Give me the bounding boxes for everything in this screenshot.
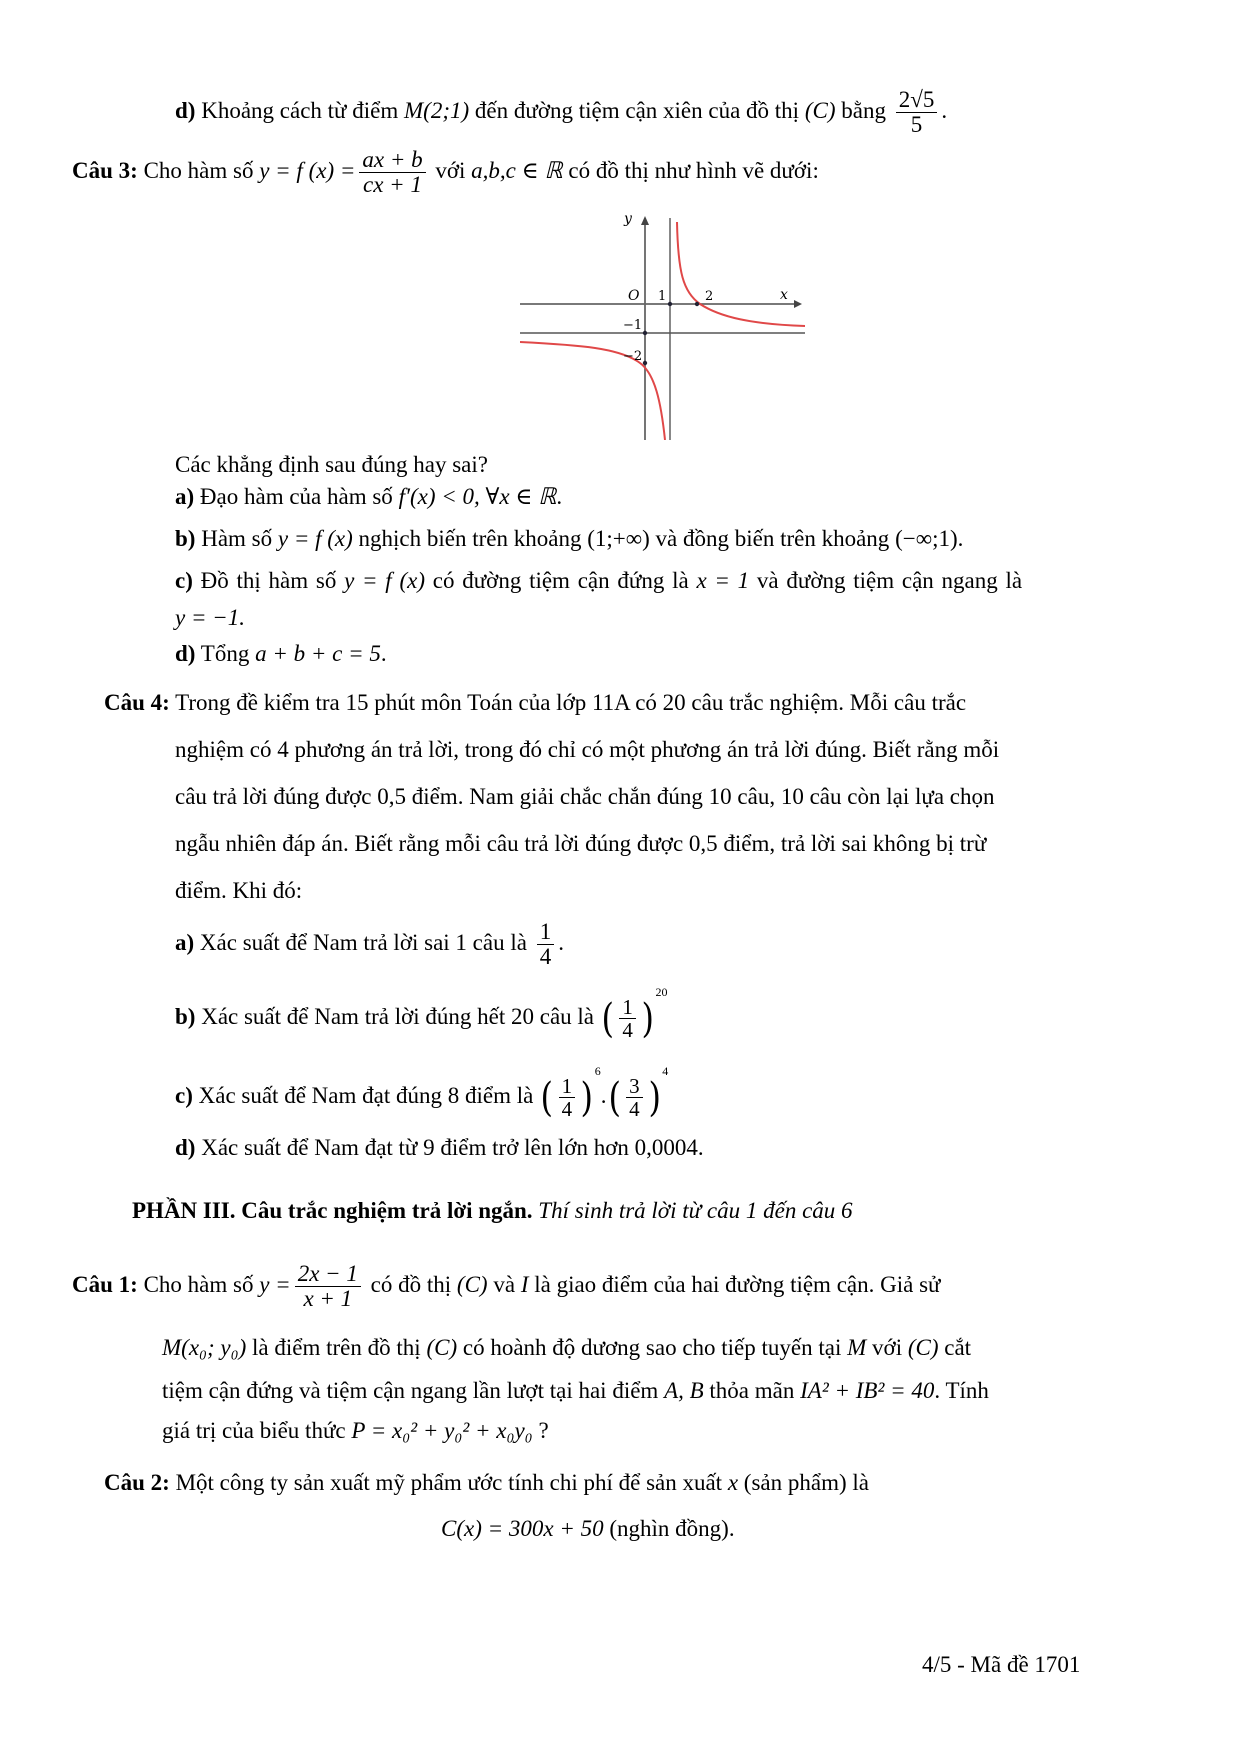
text: . Tính (934, 1378, 989, 1403)
numerator: 1 (537, 920, 555, 945)
denominator: 4 (629, 1097, 640, 1122)
text: và đồng biến trên khoảng (649, 526, 896, 551)
cau4-c (175, 1065, 668, 1121)
math: (1;+∞) (587, 526, 650, 551)
fraction (559, 1075, 576, 1120)
text: và (487, 1271, 521, 1297)
math: (C) (804, 97, 836, 123)
numerator: 1 (619, 996, 636, 1019)
paren: ( (540, 1074, 554, 1121)
item-label: d) (175, 641, 196, 666)
numerator: 2√5 (896, 88, 938, 113)
math: (C) (907, 1335, 939, 1360)
paren: ) (648, 1074, 661, 1121)
item-label: a) (175, 929, 195, 955)
curve-right-branch (677, 222, 805, 326)
function-graph (520, 212, 810, 440)
math: A, B (664, 1378, 704, 1403)
y-axis-label: y (624, 212, 632, 227)
math: IA² + IB² = 40 (800, 1378, 935, 1403)
fraction (619, 996, 636, 1041)
text: đến đường tiệm cận xiên của đồ thị (469, 97, 805, 123)
paren: ) (580, 1074, 594, 1121)
section-instruction: Thí sinh trả lời từ câu 1 đến câu 6 (532, 1198, 853, 1223)
numerator: 1 (559, 1075, 576, 1098)
text: . (556, 484, 563, 509)
numerator: ax + b (359, 148, 425, 173)
math: y = f (x) (344, 568, 425, 593)
text: tiệm cận đứng và tiệm cận ngang lần lượt tại hai điểm (162, 1378, 665, 1403)
math: a + b + c = 5 (255, 641, 381, 666)
text: thỏa mãn (703, 1378, 801, 1403)
question-label: Câu 4: (104, 690, 170, 715)
item-label: c) (175, 1083, 193, 1108)
cau3-stem (72, 148, 819, 197)
p3-cau1-line4 (162, 1418, 549, 1444)
text: là điểm trên đồ thị (246, 1335, 427, 1360)
question-label: Câu 2: (104, 1470, 170, 1495)
math: M(2;1) (404, 97, 470, 123)
text: Trong đề kiểm tra 15 phút môn Toán của lớp 11A có 20 câu trắc nghiệm. Mỗi câu trắc (169, 690, 967, 715)
text: Hàm số (195, 526, 278, 551)
text: giá trị của biểu thức (162, 1418, 352, 1443)
origin-label: O (628, 288, 640, 304)
math: y = f (x) (277, 526, 353, 551)
item-label: d) (175, 97, 196, 123)
math: x = 1 (696, 568, 750, 593)
fraction (896, 88, 938, 137)
text: Một công ty sản xuất mỹ phẩm ước tính chi phí để sản xuất (169, 1470, 728, 1495)
denominator: 4 (622, 1018, 633, 1043)
cau3-question: Các khẳng định sau đúng hay sai? (175, 452, 488, 477)
cau4-line2: nghiệm có 4 phương án trả lời, trong đó chỉ có một phương án trả lời đúng. Biết rằng mỗi (175, 737, 1000, 762)
tick-label: 2 (705, 289, 714, 304)
numerator: 3 (626, 1075, 643, 1098)
text: ? (532, 1418, 549, 1443)
text: Xác suất để Nam trả lời sai 1 câu là (194, 929, 533, 955)
math: M (847, 1335, 867, 1360)
cau4-d (175, 1135, 704, 1161)
text: Xác suất để Nam đạt từ 9 điểm trở lên lớn hơn 0,0004. (195, 1135, 704, 1160)
fraction (295, 1262, 361, 1311)
cau4-line1 (104, 690, 966, 716)
text: . (380, 641, 387, 666)
math: (C) (456, 1271, 488, 1297)
cau3-c-line2: y = −1. (175, 605, 245, 630)
paren: ( (608, 1074, 621, 1121)
math: x (727, 1470, 739, 1495)
denominator: cx + 1 (363, 172, 422, 198)
text: . (600, 1083, 607, 1108)
math: I (520, 1271, 529, 1297)
item-label: c) (175, 568, 193, 593)
math: (−∞;1) (895, 526, 958, 551)
math: C(x) = 300x + 50 (441, 1516, 604, 1541)
text: và đường tiệm cận ngang là (749, 568, 1023, 593)
cau3-b (175, 526, 963, 552)
tick-label: −2 (623, 349, 643, 364)
exponent: 20 (655, 985, 668, 999)
point (643, 331, 647, 335)
paren: ) (641, 995, 654, 1042)
x-axis-arrow (794, 300, 802, 308)
p3-cau2-formula (441, 1516, 735, 1542)
point (643, 361, 647, 365)
text: bằng (835, 97, 892, 123)
cau3-a (175, 484, 562, 510)
fraction (537, 920, 555, 969)
text: có đồ thị như hình vẽ dưới: (562, 157, 819, 183)
text: Xác suất để Nam trả lời đúng hết 20 câu là (195, 1004, 600, 1029)
text: . (941, 97, 948, 123)
question-label: Câu 3: (72, 157, 138, 183)
denominator: 4 (539, 944, 552, 970)
exponent: 6 (594, 1064, 601, 1078)
text: có đồ thị (364, 1271, 457, 1297)
cau4-line4: ngẫu nhiên đáp án. Biết rằng mỗi câu trả lời đúng được 0,5 điểm, trả lời sai không bị trừ (175, 831, 987, 856)
p3-cau2-line1 (104, 1470, 869, 1496)
tick-label: 1 (658, 289, 667, 304)
p3-cau1-line1 (72, 1262, 941, 1311)
section-heading (132, 1198, 853, 1224)
text: (sản phẩm) là (738, 1470, 869, 1495)
denominator: 5 (910, 112, 923, 138)
item-label: d) (175, 1135, 196, 1160)
denominator: 4 (561, 1097, 573, 1122)
y-axis-arrow (641, 216, 649, 225)
text: nghịch biến trên khoảng (352, 526, 588, 551)
tick-label: −1 (623, 318, 643, 333)
cau4-line5: điểm. Khi đó: (175, 878, 303, 903)
section-title: PHẦN III. Câu trắc nghiệm trả lời ngắn. (132, 1198, 533, 1223)
cau3-d (175, 641, 387, 667)
fraction (359, 148, 425, 197)
page-footer: 4/5 - Mã đề 1701 (922, 1652, 1081, 1677)
numerator: 2x − 1 (295, 1262, 361, 1287)
exponent: 4 (662, 1064, 669, 1078)
p3-cau1-line3 (162, 1378, 989, 1404)
item-label: b) (175, 526, 196, 551)
math: (C) (426, 1335, 458, 1360)
p3-cau1-line2 (162, 1335, 971, 1361)
cau4-b (175, 986, 667, 1042)
text: với (866, 1335, 908, 1360)
text: với (429, 157, 472, 183)
text: . (558, 929, 564, 955)
point (668, 302, 672, 306)
text: cắt (938, 1335, 972, 1360)
fraction (626, 1075, 643, 1120)
text: có đường tiệm cận đứng là (424, 568, 697, 593)
text: Cho hàm số (137, 157, 260, 183)
text: Tổng (195, 641, 256, 666)
math: M(x₀; y₀) (162, 1335, 247, 1360)
text: Xác suất để Nam đạt đúng 8 điểm là (192, 1083, 540, 1108)
math: P = x₀² + y₀² + x₀y₀ (351, 1418, 533, 1443)
text: Cho hàm số (137, 1271, 260, 1297)
text: . (957, 526, 964, 551)
math: f′(x) < 0, ∀x ∈ ℝ (398, 484, 557, 509)
cau4-a (175, 920, 564, 969)
text: Khoảng cách từ điểm (195, 97, 404, 123)
point (695, 302, 699, 306)
item-label: b) (175, 1004, 196, 1029)
denominator: x + 1 (303, 1286, 353, 1312)
text: Đồ thị hàm số (192, 568, 345, 593)
cau3-c (175, 568, 1022, 594)
cau2-d-line (175, 88, 947, 137)
question-label: Câu 1: (72, 1271, 138, 1297)
text: Đạo hàm của hàm số (194, 484, 399, 509)
math: a,b,c ∈ ℝ (471, 157, 563, 183)
cau4-line3: câu trả lời đúng được 0,5 điểm. Nam giải chắc chắn đúng 10 câu, 10 câu còn lại lựa chọn (175, 784, 995, 809)
item-label: a) (175, 484, 195, 509)
paren: ( (601, 995, 614, 1042)
math: y = (259, 1271, 291, 1297)
text: có hoành độ dương sao cho tiếp tuyến tại (457, 1335, 848, 1360)
text: là giao điểm của hai đường tiệm cận. Giả sử (528, 1271, 941, 1297)
x-axis-label: x (780, 287, 788, 303)
curve-left-branch (520, 342, 665, 440)
text: (nghìn đồng). (603, 1516, 735, 1541)
math: y = f (x) = (259, 157, 356, 183)
